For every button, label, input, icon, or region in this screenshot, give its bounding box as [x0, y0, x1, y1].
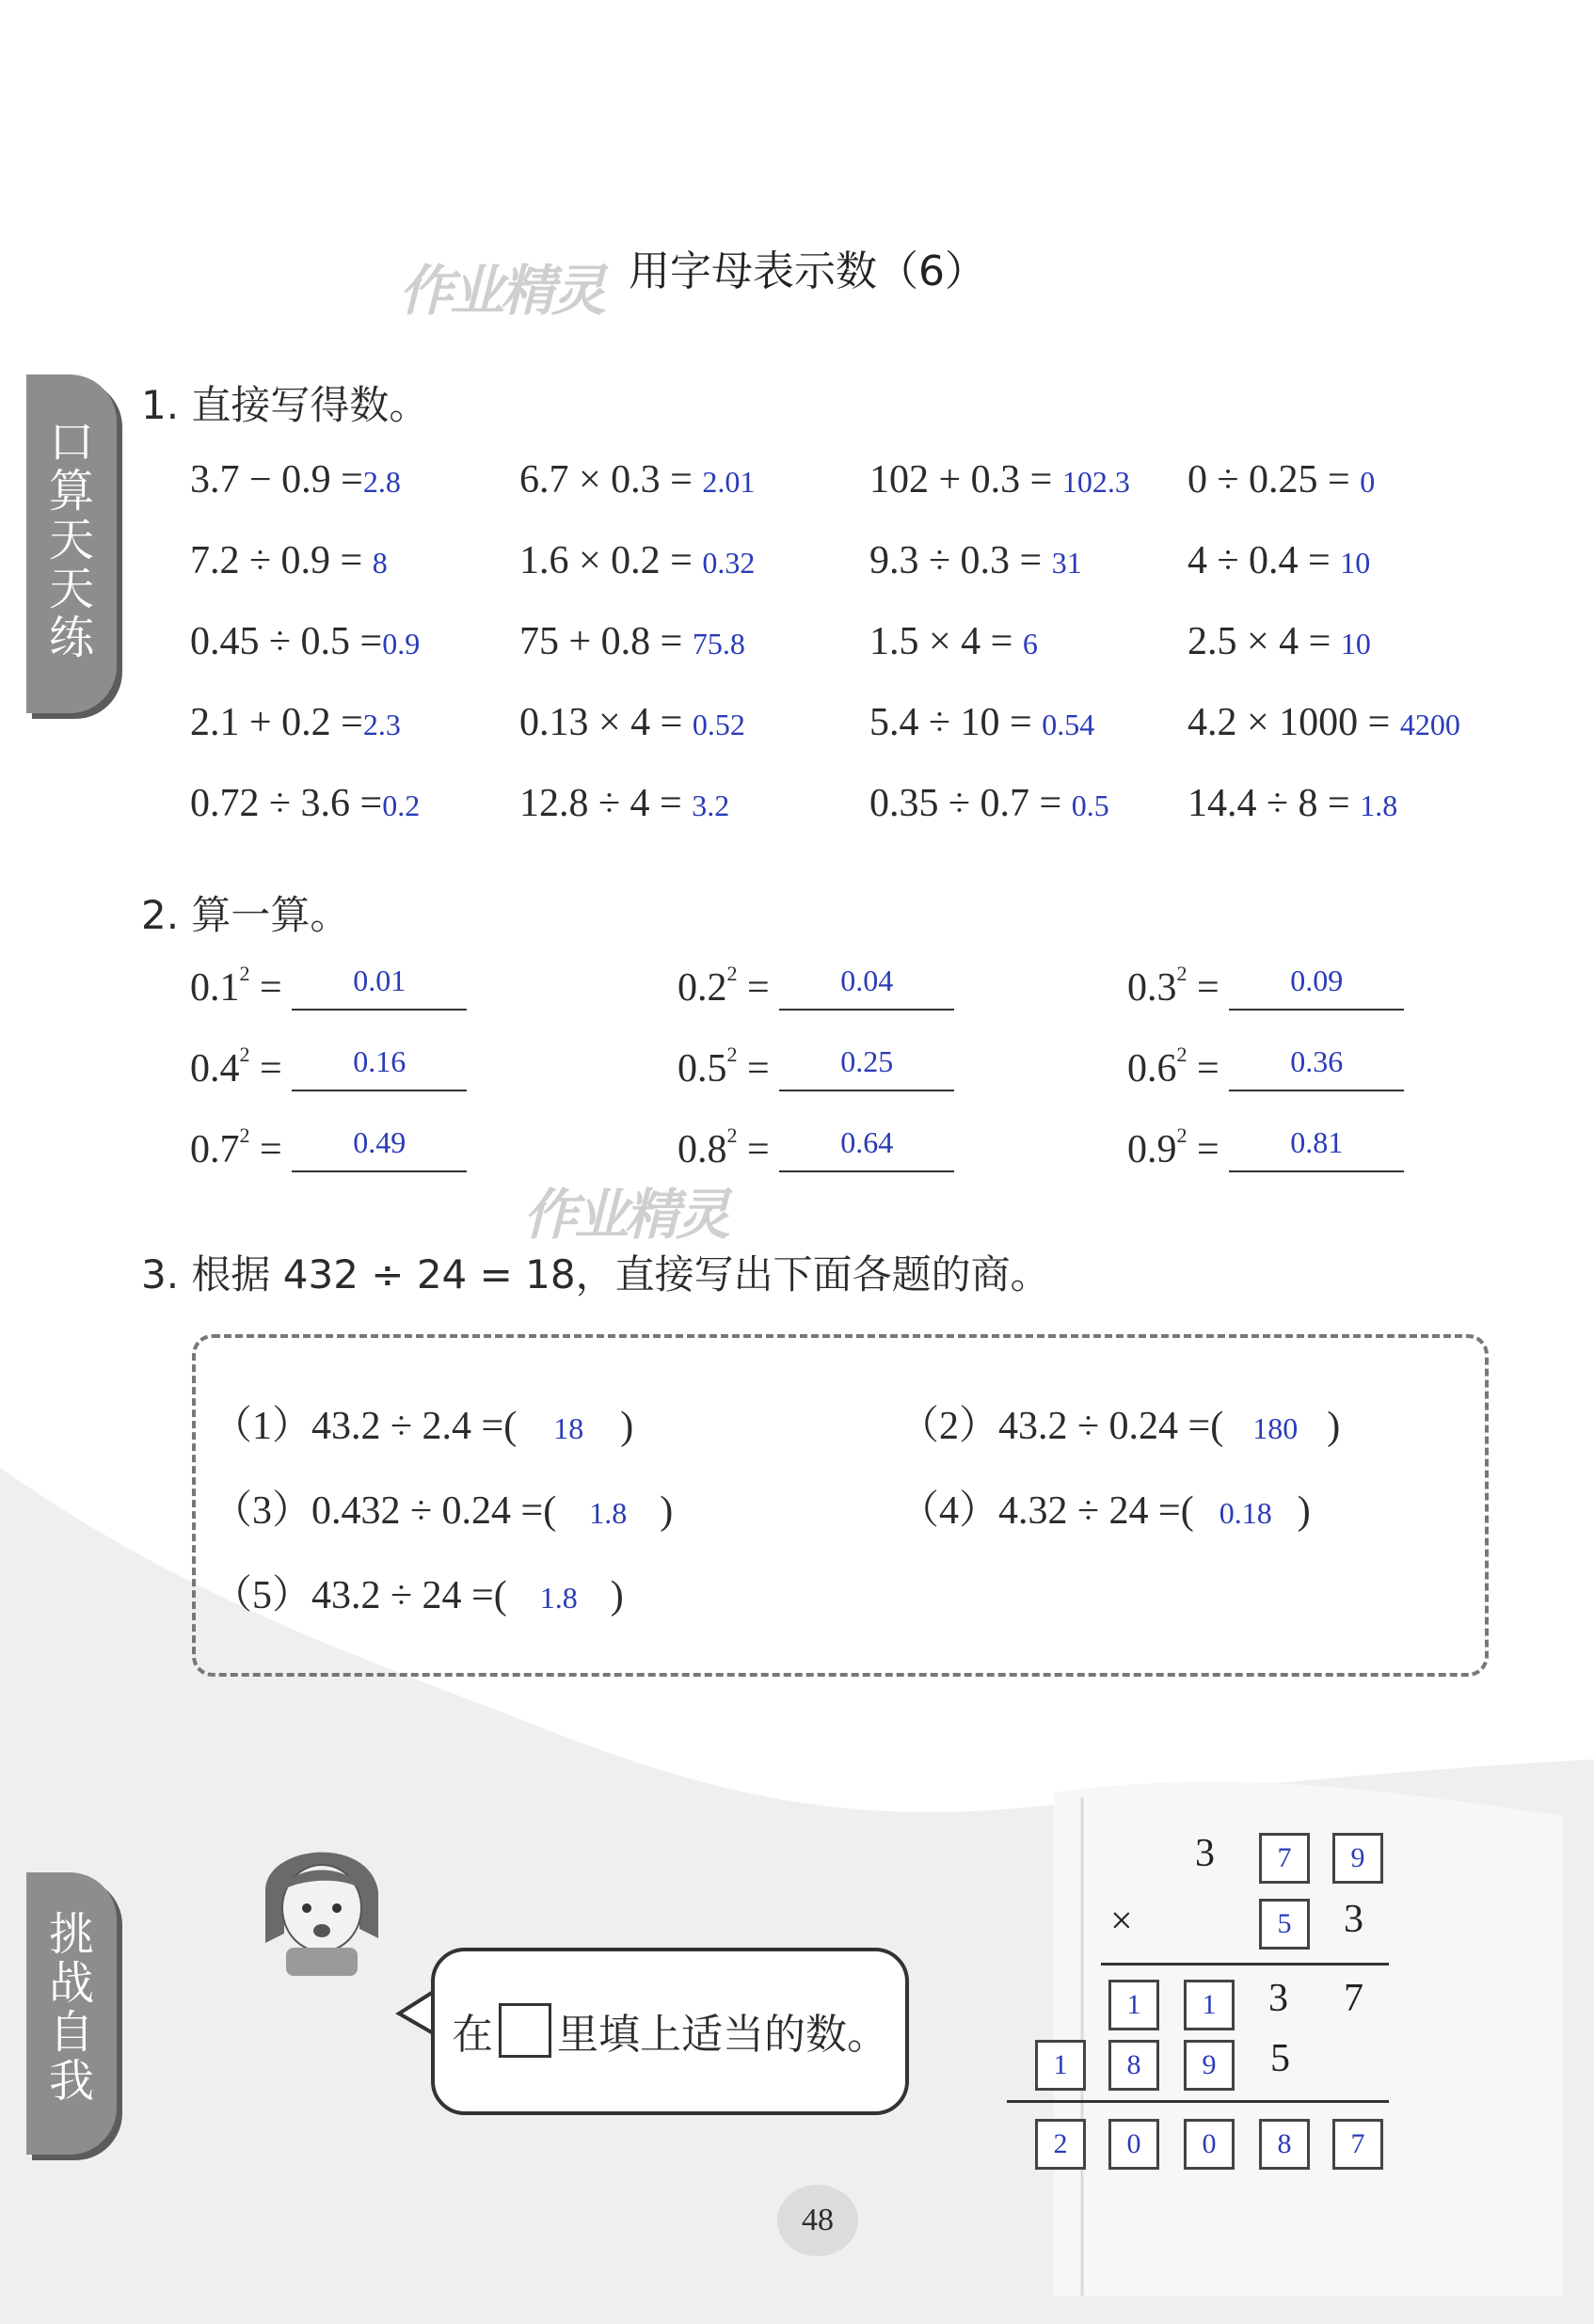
answer: 8 — [372, 546, 388, 580]
divider-line — [1101, 1963, 1389, 1966]
digit-box[interactable]: 5 — [1259, 1899, 1310, 1950]
digit-box[interactable]: 7 — [1259, 1833, 1310, 1884]
digit-box[interactable]: 2 — [1035, 2119, 1086, 2170]
digit-box[interactable]: 9 — [1332, 1833, 1383, 1884]
problem: 3.7 − 0.9 =2.8 — [190, 458, 401, 501]
square-problem: $0.8^2$ = 0.64 — [677, 1127, 954, 1172]
side-tab-char: 算 — [48, 465, 94, 517]
answer: 2.01 — [702, 465, 756, 499]
problem: 0.13 × 4 = 0.52 — [519, 701, 745, 744]
empty-box-icon — [499, 2003, 551, 2058]
digit: 3 — [1268, 1977, 1288, 2020]
problem: 2.5 × 4 = 10 — [1188, 620, 1371, 663]
problem: 0.35 ÷ 0.7 = 0.5 — [869, 782, 1109, 825]
side-tab-char: 天 — [48, 514, 94, 566]
digit-box[interactable]: 0 — [1108, 2119, 1159, 2170]
side-tab-char: 自 — [48, 2006, 94, 2059]
square-problem: $0.7^2$ = 0.49 — [190, 1127, 467, 1172]
problem: 0.45 ÷ 0.5 =0.9 — [190, 620, 421, 663]
side-tab-char: 我 — [48, 2055, 94, 2108]
square-problem: $0.1^2$ = 0.01 — [190, 965, 467, 1011]
problem: 7.2 ÷ 0.9 = 8 — [190, 539, 388, 582]
answer: 180 — [1252, 1411, 1299, 1445]
quotient-problem: （3）0.432 ÷ 0.24 =( 1.8 ) — [213, 1489, 674, 1533]
side-tab-char: 挑 — [48, 1908, 94, 1961]
answer: 6 — [1022, 627, 1038, 661]
digit-box[interactable]: 0 — [1184, 2119, 1235, 2170]
answer: 0.5 — [1071, 788, 1109, 822]
watermark-logo: 作业精灵 — [523, 1183, 727, 1247]
answer: 0.04 — [840, 963, 894, 997]
divider-line — [1007, 2100, 1389, 2103]
square-problem: $0.9^2$ = 0.81 — [1127, 1127, 1404, 1172]
answer: 0.81 — [1290, 1125, 1344, 1159]
answer: 0.32 — [702, 546, 756, 580]
digit: 7 — [1344, 1977, 1363, 2020]
answer: 4200 — [1399, 708, 1460, 741]
girl-illustration — [237, 1825, 406, 1976]
square-problem: $0.5^2$ = 0.25 — [677, 1046, 954, 1091]
answer: 75.8 — [692, 627, 745, 661]
bubble-instruction: 在 里填上适当的数。 — [452, 2000, 888, 2061]
quotient-problem: （2）43.2 ÷ 0.24 =( 180 ) — [900, 1405, 1341, 1448]
answer: 0.25 — [840, 1044, 894, 1078]
side-tab-daily-practice — [26, 374, 117, 713]
digit: 3 — [1344, 1898, 1363, 1941]
watermark-logo: 作业精灵 — [399, 259, 603, 323]
digit-box[interactable]: 1 — [1184, 1980, 1235, 2030]
section1-heading: 1. 直接写得数。 — [141, 382, 429, 428]
problem: 5.4 ÷ 10 = 0.54 — [869, 701, 1095, 744]
answer: 18 — [553, 1411, 584, 1445]
side-tab-char: 练 — [48, 612, 94, 664]
answer: 0.9 — [382, 627, 421, 661]
answer: 0.54 — [1042, 708, 1095, 741]
problem: 6.7 × 0.3 = 2.01 — [519, 458, 756, 501]
quotient-problem: （5）43.2 ÷ 24 =( 1.8 ) — [213, 1574, 624, 1617]
times-sign: × — [1110, 1900, 1133, 1943]
answer: 0.2 — [382, 788, 421, 822]
answer: 0.09 — [1290, 963, 1344, 997]
square-problem: $0.4^2$ = 0.16 — [190, 1046, 467, 1091]
answer: 0.64 — [840, 1125, 894, 1159]
problem: 12.8 ÷ 4 = 3.2 — [519, 782, 730, 825]
answer: 2.8 — [362, 465, 401, 499]
quotient-problem: （1）43.2 ÷ 2.4 =( 18 ) — [213, 1405, 634, 1448]
side-tab-char: 战 — [48, 1957, 94, 2010]
problem: 2.1 + 0.2 =2.3 — [190, 701, 401, 744]
answer: 0.49 — [353, 1125, 406, 1159]
problem: 1.6 × 0.2 = 0.32 — [519, 539, 756, 582]
answer: 0.36 — [1290, 1044, 1344, 1078]
answer: 2.3 — [362, 708, 401, 741]
answer: 0.18 — [1219, 1496, 1272, 1530]
side-tab-char: 天 — [48, 563, 94, 615]
side-tab-char: 口 — [48, 416, 94, 469]
answer: 1.8 — [1360, 788, 1398, 822]
problem: 102 + 0.3 = 102.3 — [869, 458, 1130, 501]
problem: 9.3 ÷ 0.3 = 31 — [869, 539, 1082, 582]
digit-box[interactable]: 7 — [1332, 2119, 1383, 2170]
digit-box[interactable]: 8 — [1108, 2040, 1159, 2091]
answer: 1.8 — [539, 1581, 578, 1615]
answer: 10 — [1340, 546, 1371, 580]
page-number: 48 — [777, 2185, 858, 2256]
problem: 4 ÷ 0.4 = 10 — [1188, 539, 1371, 582]
answer: 0.16 — [353, 1044, 406, 1078]
problem: 1.5 × 4 = 6 — [869, 620, 1038, 663]
digit: 3 — [1195, 1832, 1215, 1875]
side-tab-challenge — [26, 1872, 117, 2155]
digit-box[interactable]: 1 — [1108, 1980, 1159, 2030]
section3-heading: 3. 根据 432 ÷ 24 = 18，直接写出下面各题的商。 — [141, 1251, 1050, 1297]
answer: 102.3 — [1061, 465, 1130, 499]
square-problem: $0.6^2$ = 0.36 — [1127, 1046, 1404, 1091]
digit-box[interactable]: 1 — [1035, 2040, 1086, 2091]
digit-box[interactable]: 9 — [1184, 2040, 1235, 2091]
digit: 5 — [1270, 2037, 1290, 2080]
answer: 1.8 — [589, 1496, 628, 1530]
problem: 0.72 ÷ 3.6 =0.2 — [190, 782, 421, 825]
answer: 0.01 — [353, 963, 406, 997]
answer: 0 — [1360, 465, 1376, 499]
answer: 3.2 — [692, 788, 730, 822]
answer: 10 — [1340, 627, 1371, 661]
section2-heading: 2. 算一算。 — [141, 892, 350, 938]
answer: 0.52 — [692, 708, 745, 741]
answer: 31 — [1051, 546, 1082, 580]
problem: 75 + 0.8 = 75.8 — [519, 620, 745, 663]
quotient-problem: （4）4.32 ÷ 24 =( 0.18 ) — [900, 1489, 1311, 1533]
page-title: 用字母表示数（6） — [629, 247, 986, 295]
square-problem: $0.2^2$ = 0.04 — [677, 965, 954, 1011]
problem: 14.4 ÷ 8 = 1.8 — [1188, 782, 1398, 825]
problem: 4.2 × 1000 = 4200 — [1188, 701, 1460, 744]
square-problem: $0.3^2$ = 0.09 — [1127, 965, 1404, 1011]
digit-box[interactable]: 8 — [1259, 2119, 1310, 2170]
problem: 0 ÷ 0.25 = 0 — [1188, 458, 1376, 501]
